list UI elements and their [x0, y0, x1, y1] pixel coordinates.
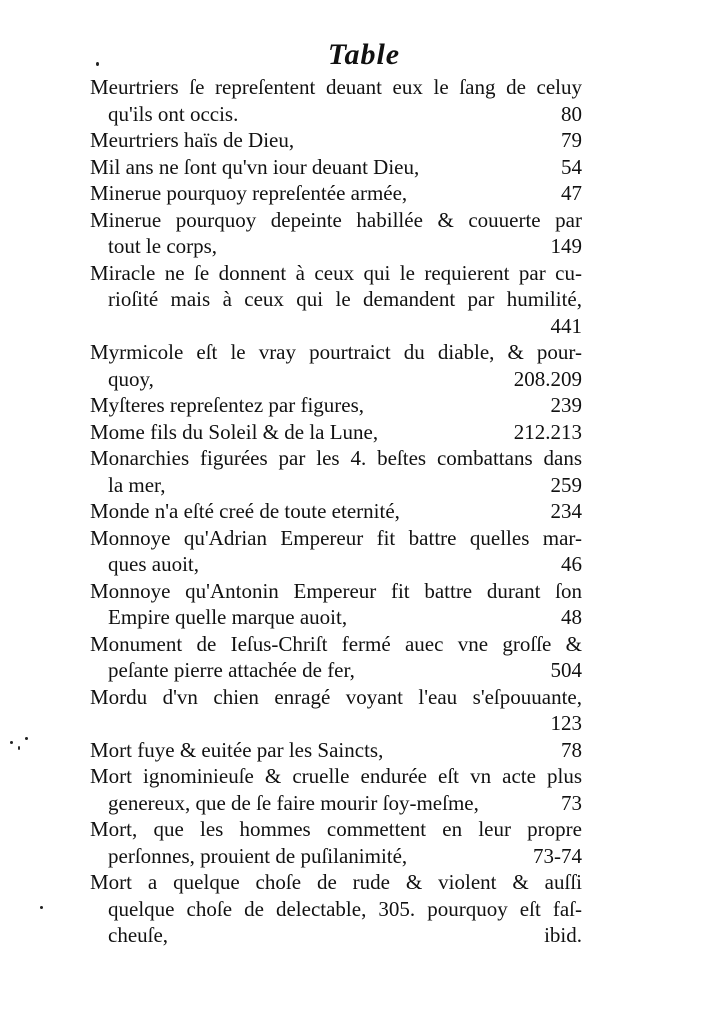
entry-continuation-line: [90, 366, 582, 393]
page-reference: 47: [561, 181, 582, 205]
index-entry: [90, 419, 582, 446]
entry-line: [90, 339, 582, 366]
page-reference: 208.209: [513, 366, 582, 391]
entry-line: [90, 631, 582, 658]
page-reference: 73: [561, 790, 582, 815]
entry-continuation-line: [90, 922, 582, 949]
entry-line: [90, 816, 582, 843]
page-reference: 73-74: [533, 843, 582, 868]
entry-continuation-line: [90, 551, 582, 578]
page-reference: 79: [561, 128, 582, 152]
entry-line: [90, 260, 582, 287]
entry-text: la mer,: [108, 472, 166, 497]
page-reference: 234: [550, 499, 582, 523]
entry-text: Mort fuye & euitée par les Saincts,: [90, 737, 384, 762]
scan-speck: [18, 746, 20, 750]
page-reference: 123: [550, 711, 582, 735]
entry-line: [90, 737, 582, 764]
entry-text: Monument de Ieſus-Chriſt fermé auec vne groſſe &: [90, 631, 582, 656]
page-reference: 239: [550, 393, 582, 417]
index-entry: [90, 498, 582, 525]
entry-line: [90, 127, 582, 154]
page-reference: 441: [550, 313, 582, 338]
entry-text: Monde n'a eſté creé de toute eternité,: [90, 499, 400, 523]
entry-line: [90, 207, 582, 234]
index-entry: [90, 260, 582, 340]
page-reference: 54: [561, 154, 582, 179]
scan-speck: [10, 741, 13, 744]
index-entry: [90, 127, 582, 154]
index-entry: [90, 207, 582, 260]
index-entry: [90, 154, 582, 181]
scan-speck: [96, 62, 99, 66]
entry-line: [90, 180, 582, 207]
entry-line: [90, 578, 582, 605]
entry-text: Minerue pourquoy repreſentée armée,: [90, 181, 408, 205]
page-reference: 259: [550, 472, 582, 497]
index-entry: [90, 578, 582, 631]
entry-text: Mome fils du Soleil & de la Lune,: [90, 419, 379, 444]
entry-text: quelque choſe de delectable, 305. pourquoy eſt faſ-: [108, 896, 582, 921]
entry-continuation-line: [90, 843, 582, 870]
entry-text: perſonnes, prouient de puſilanimité,: [108, 843, 408, 868]
index-entry: [90, 631, 582, 684]
entry-text: Mil ans ne ſont qu'vn iour deuant Dieu,: [90, 154, 420, 179]
page-reference: 212.213: [513, 419, 582, 444]
entry-text: quoy,: [108, 366, 154, 391]
index-entry: [90, 525, 582, 578]
running-head: Table: [327, 38, 401, 71]
index-entry: [90, 869, 582, 949]
entry-text: rioſité mais à ceux qui le demandent par humilité,: [108, 287, 582, 311]
entry-line: [90, 869, 582, 896]
entry-text: Monarchies figurées par les 4. beſtes combattans dans: [90, 446, 582, 470]
entry-line: [90, 445, 582, 472]
entry-line: [90, 392, 582, 419]
entry-line: [90, 419, 582, 446]
entry-line: [90, 763, 582, 790]
page-reference: 504: [550, 658, 582, 682]
entry-text: Mort a quelque choſe de rude & violent & auſſi: [90, 870, 582, 894]
entry-text: Monnoye qu'Antonin Empereur fit battre durant ſon: [90, 578, 582, 603]
entry-text: Mordu d'vn chien enragé voyant l'eau s'eſpouuante,: [90, 684, 582, 709]
entry-line: [90, 154, 582, 181]
entry-text: Minerue pourquoy depeinte habillée & couuerte par: [90, 207, 582, 232]
entry-text: genereux, que de ſe faire mourir ſoy-meſme,: [108, 790, 479, 815]
entry-text: Miracle ne ſe donnent à ceux qui le requierent par cu-: [90, 260, 582, 285]
index-entry: [90, 737, 582, 764]
index-entry: [90, 684, 582, 737]
index-entry: [90, 392, 582, 419]
index-entry: [90, 445, 582, 498]
page-reference: 80: [561, 101, 582, 126]
page-reference: 78: [561, 737, 582, 762]
page-reference: 48: [561, 605, 582, 629]
entry-text: ques auoit,: [108, 552, 199, 576]
entry-line: [90, 525, 582, 552]
entry-continuation-line: [90, 604, 582, 631]
page-reference: 46: [561, 552, 582, 576]
scan-speck: [40, 906, 43, 909]
index-entry: [90, 339, 582, 392]
entry-text: tout le corps,: [108, 234, 218, 258]
page-reference: 149: [550, 234, 582, 258]
entry-line: [90, 684, 582, 711]
entry-text: qu'ils ont occis.: [108, 101, 239, 126]
entry-text: Empire quelle marque auoit,: [108, 605, 348, 629]
entry-text: Myſteres repreſentez par figures,: [90, 393, 365, 417]
entry-text: Monnoye qu'Adrian Empereur fit battre quelles mar-: [90, 525, 582, 550]
index-entry: [90, 816, 582, 869]
entry-continuation-line: [90, 790, 582, 817]
entry-text: peſante pierre attachée de fer,: [108, 658, 355, 682]
entry-continuation-line: [90, 286, 582, 313]
index-entries: [90, 74, 582, 949]
scan-speck: [25, 737, 28, 740]
entry-text: Myrmicole eſt le vray pourtraict du diable, & pour-: [90, 340, 582, 364]
entry-continuation-line: [90, 101, 582, 128]
index-entry: [90, 763, 582, 816]
entry-text: Meurtriers ſe repreſentent deuant eux le ſang de celuy: [90, 75, 582, 99]
entry-continuation-line: [90, 896, 582, 923]
entry-text: cheuſe,: [108, 923, 169, 947]
entry-text: Meurtriers haïs de Dieu,: [90, 128, 295, 152]
entry-continuation-line: [90, 313, 582, 340]
page-reference: ibid.: [544, 923, 582, 947]
entry-text: Mort ignominieuſe & cruelle endurée eſt vn acte plus: [90, 764, 582, 788]
entry-continuation-line: [90, 233, 582, 260]
entry-line: [90, 74, 582, 101]
entry-line: [90, 498, 582, 525]
entry-continuation-line: [90, 472, 582, 499]
index-entry: [90, 74, 582, 127]
index-entry: [90, 180, 582, 207]
entry-continuation-line: [90, 710, 582, 737]
entry-continuation-line: [90, 657, 582, 684]
entry-text: Mort, que les hommes commettent en leur propre: [90, 817, 582, 841]
